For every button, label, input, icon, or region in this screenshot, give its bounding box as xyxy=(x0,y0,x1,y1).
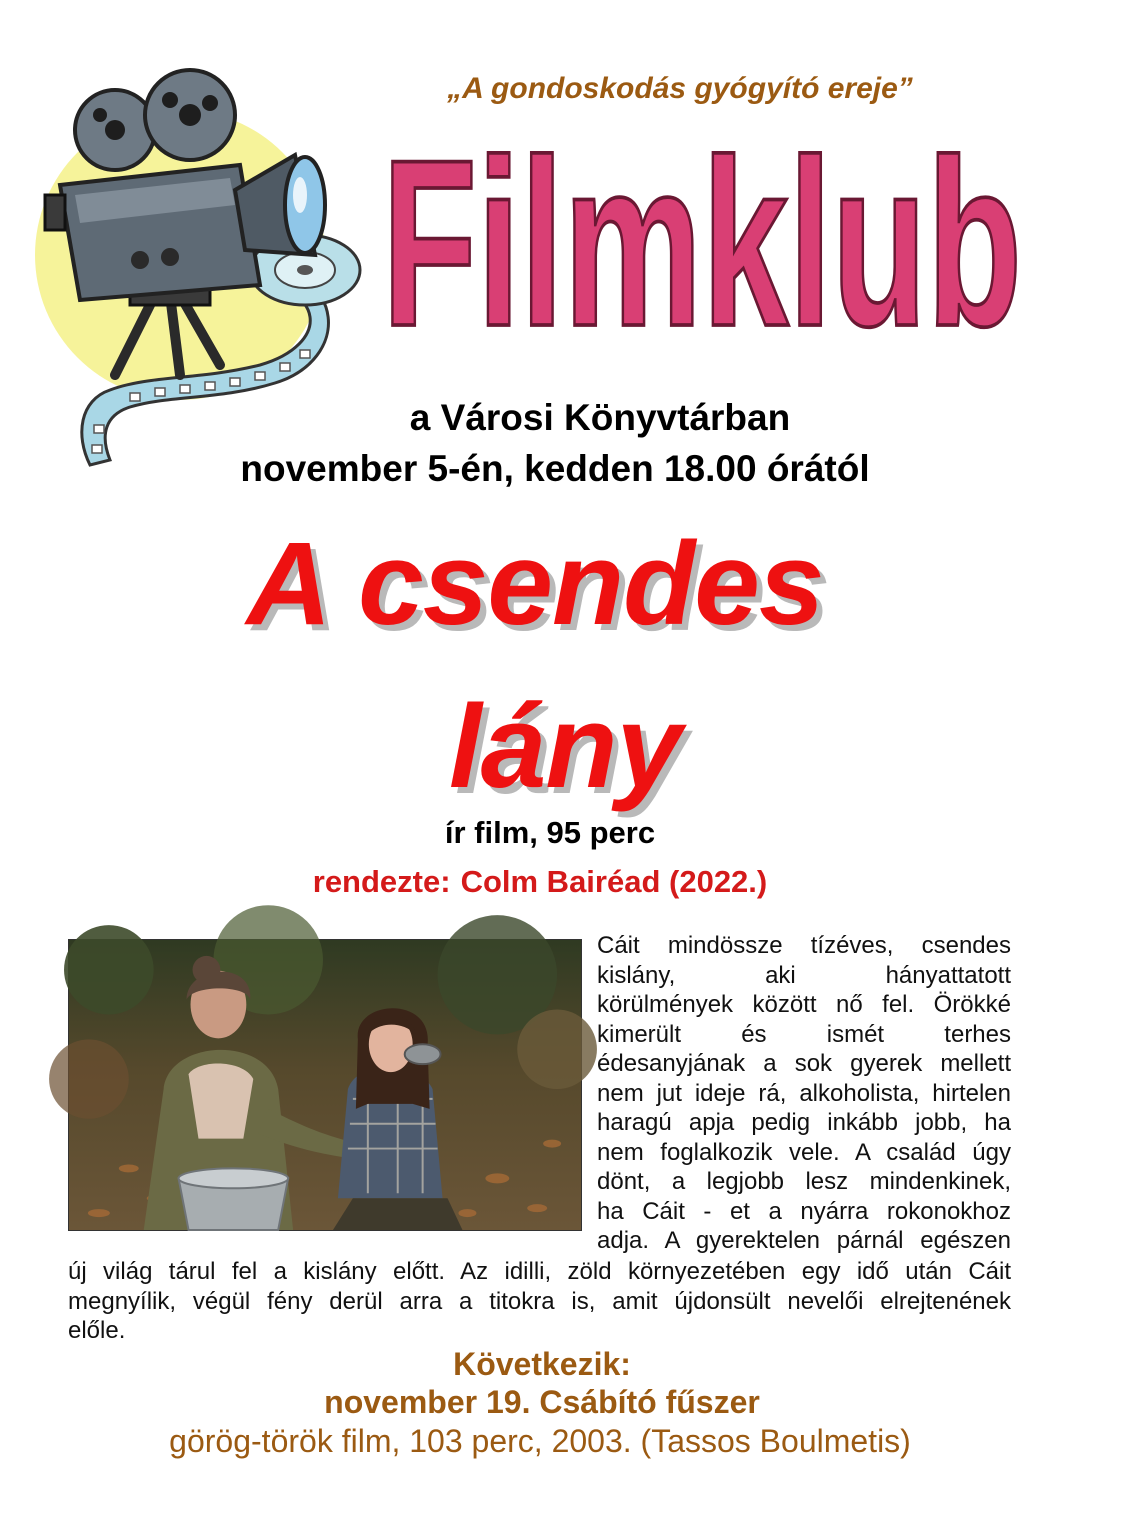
description-full-width xyxy=(68,1257,1011,1346)
club-title xyxy=(372,109,1032,390)
description-line: Cáit mindössze tízéves, csendes xyxy=(597,932,1011,959)
description-column xyxy=(597,931,1011,1256)
description-line: megnyílik, végül fény derül arra a titokra is, amit újdonsült nevelői elrejtenének xyxy=(68,1287,1011,1315)
film-info: ír film, 95 perc xyxy=(444,815,656,850)
description-line: új világ tárul fel a kislány előtt. Az idilli, zöld környezetében egy idő után Cáit xyxy=(68,1258,1011,1285)
film-still-photo xyxy=(68,939,582,1231)
description-line: nem jut ideje rá, alkoholista, hirtelen xyxy=(597,1079,1011,1107)
director-row xyxy=(0,864,1080,900)
motto: „A gondoskodás gyógyító ereje” xyxy=(447,72,913,105)
director-name: Colm Bairéad (2022.) xyxy=(460,864,768,899)
metal-bucket xyxy=(179,1168,289,1230)
next-film-details: görög-török film, 103 perc, 2003. (Tassos Boulmetis) xyxy=(169,1423,911,1459)
description-line: kislány, aki hányattatott xyxy=(597,961,1011,989)
date-time-line: november 5-én, kedden 18.00 órától xyxy=(240,448,870,489)
description-line: előle. xyxy=(68,1317,126,1344)
movie-title-line2: lány xyxy=(448,681,682,813)
description-line: ha Cáit - et a nyárra rokonokhoz xyxy=(597,1197,1011,1225)
description-line: nem foglalkozik vele. A család úgy xyxy=(597,1138,1011,1166)
club-title-text: Filmklub xyxy=(381,109,1022,376)
description-line: adja. A gyerektelen párnál egészen xyxy=(597,1227,1011,1254)
movie-title-line1: A csendes xyxy=(246,518,824,650)
venue-line: a Városi Könyvtárban xyxy=(409,397,791,438)
description-line: körülmények között nő fel. Örökké xyxy=(597,991,1011,1018)
director-label: rendezte: xyxy=(312,864,451,899)
next-film-title: november 19. Csábító fűszer xyxy=(324,1384,760,1420)
description-line: édesanyjának a sok gyerek mellett xyxy=(597,1050,1011,1077)
description-line: kimerült és ismét terhes xyxy=(597,1020,1011,1048)
description-line: haragú apja pedig inkább jobb, ha xyxy=(597,1109,1011,1136)
description-line: dönt, a legjobb lesz mindenkinek, xyxy=(597,1168,1011,1195)
next-heading: Következik: xyxy=(453,1346,631,1382)
